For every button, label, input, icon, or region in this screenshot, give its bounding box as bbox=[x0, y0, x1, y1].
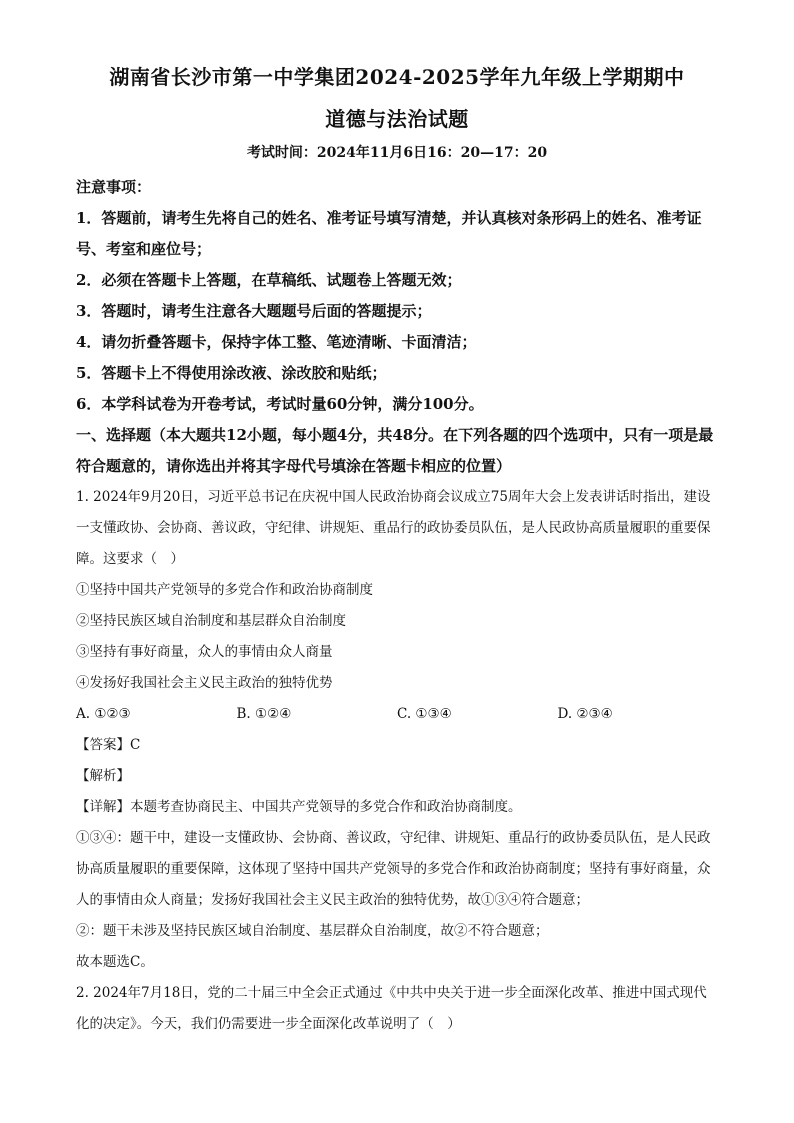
notice-item-2: 2．必须在答题卡上答题，在草稿纸、试题卷上答题无效； bbox=[76, 271, 462, 289]
choice-b: B. ①②④ bbox=[236, 706, 292, 722]
question-1-answer: 【答案】C bbox=[76, 737, 141, 753]
question-1-statement-2: ②坚持民族区域自治制度和基层群众自治制度 bbox=[76, 613, 346, 629]
notice-heading: 注意事项： bbox=[76, 178, 152, 196]
exam-title: 湖南省长沙市第一中学集团2024-2025学年九年级上学期期中 bbox=[109, 65, 685, 89]
question-1-statement-4: ④发扬好我国社会主义民主政治的独特优势 bbox=[76, 675, 333, 691]
section-heading-choice: 一、选择题（本大题共12小题，每小题4分，共48分。在下列各题的四个选项中，只有一项是最符合题意的，请你选出并将其字母代号填涂在答题卡相应的位置） bbox=[76, 426, 714, 475]
notice-item-4: 4．请勿折叠答题卡，保持字体工整、笔迹清晰、卡面清洁； bbox=[76, 333, 477, 351]
question-1-explanation: ①③④：题干中，建设一支懂政协、会协商、善议政，守纪律、讲规矩、重品行的政协委员队伍，是人民政协高质量履职的重要保障，这体现了坚持中国共产党领导的多党合作和政治协商制度；坚持有事好商量，众人的事情由众人商量；发扬好我国社会主义民主政治的独特优势，故①③④符合题意； bbox=[76, 830, 711, 908]
notice-item-3: 3．答题时，请考生注意各大题题号后面的答题提示； bbox=[76, 302, 432, 320]
exam-time: 考试时间：2024年11月6日16：20—17：20 bbox=[246, 145, 548, 161]
notice-item-5: 5．答题卡上不得使用涂改液、涂改胶和贴纸； bbox=[76, 364, 387, 382]
notice-item-6: 6．本学科试卷为开卷考试，考试时量60分钟，满分100分。 bbox=[76, 395, 484, 413]
choice-d: D. ②③④ bbox=[557, 706, 613, 722]
question-1-detail: 【详解】本题考查协商民主、中国共产党领导的多党合作和政治协商制度。 bbox=[76, 799, 522, 815]
question-1-choices bbox=[76, 699, 718, 730]
notice-item-1: 1．答题前，请考生先将自己的姓名、准考证号填写清楚，并认真核对条形码上的姓名、准考证号、考室和座位号； bbox=[76, 209, 702, 258]
question-1-exclusion: ②：题干未涉及坚持民族区域自治制度、基层群众自治制度，故②不符合题意； bbox=[76, 923, 549, 939]
question-1-analysis-heading: 【解析】 bbox=[76, 768, 130, 784]
question-1-conclusion: 故本题选C。 bbox=[76, 954, 154, 970]
question-2-stem: 2. 2024年7月18日，党的二十届三中全会正式通过《中共中央关于进一步全面深化改革、推进中国式现代化的决定》。今天，我们仍需要进一步全面深化改革说明了（ ） bbox=[76, 985, 707, 1032]
question-1-stem: 1. 2024年9月20日，习近平总书记在庆祝中国人民政治协商会议成立75周年大会上发表讲话时指出，建设一支懂政协、会协商、善议政，守纪律、讲规矩、重品行的政协委员队伍，是人民政协高质量履职的重要保障。这要求（ ） bbox=[76, 489, 711, 567]
question-1-statement-3: ③坚持有事好商量，众人的事情由众人商量 bbox=[76, 644, 333, 660]
exam-subject: 道德与法治试题 bbox=[325, 107, 469, 131]
question-1-statement-1: ①坚持中国共产党领导的多党合作和政治协商制度 bbox=[76, 582, 373, 598]
choice-c: C. ①③④ bbox=[397, 706, 452, 722]
choice-a: A. ①②③ bbox=[76, 706, 131, 722]
